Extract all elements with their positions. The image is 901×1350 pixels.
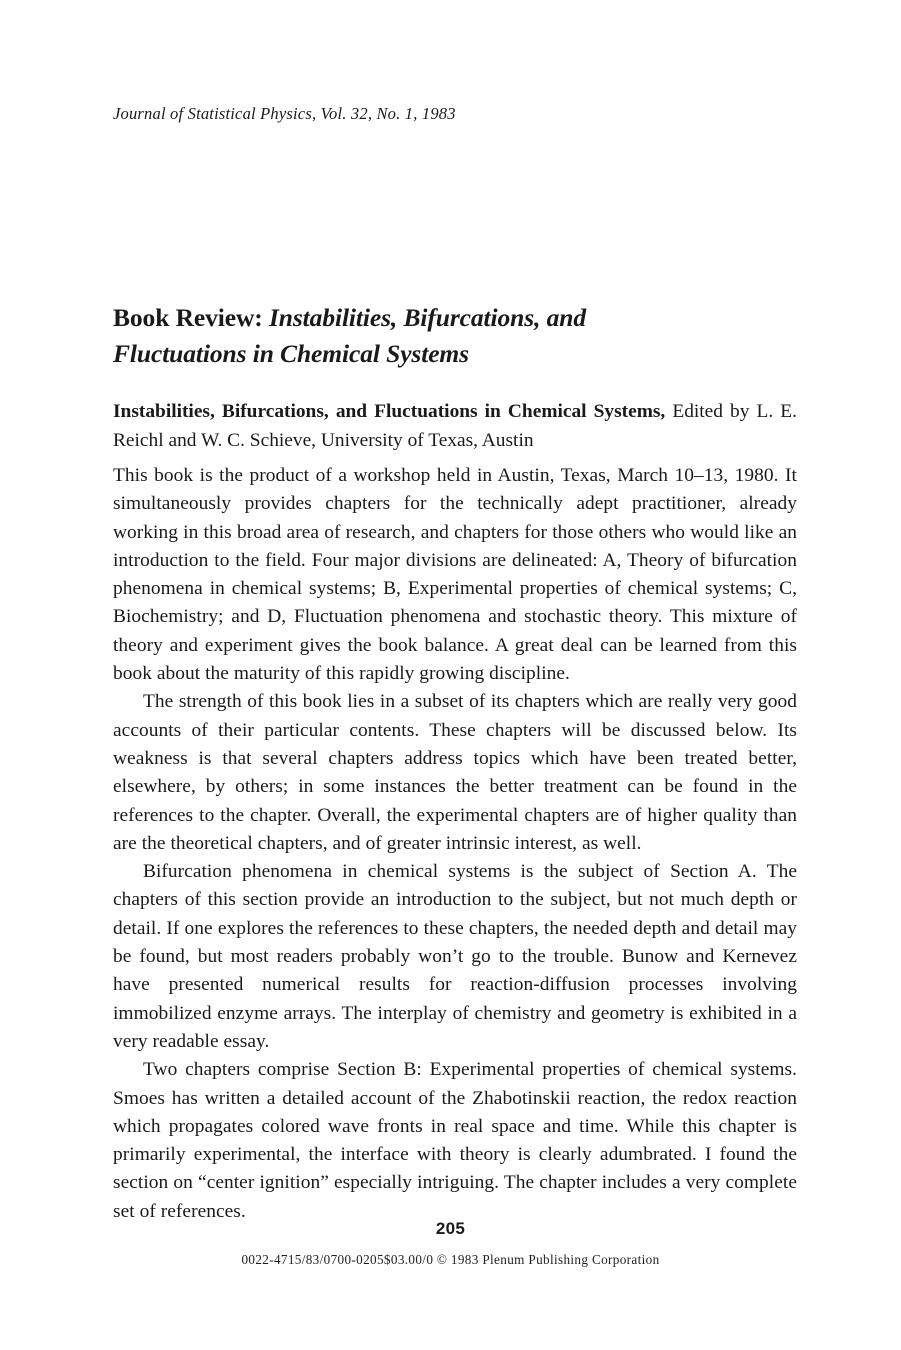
credit-editors: Edited by L. E. Reichl and W. C. Schieve, University of Texas, Austin <box>113 401 797 451</box>
credit-book-name: Instabilities, Bifurcations, and Fluctuations in Chemical Systems, <box>113 401 666 422</box>
running-head: Journal of Statistical Physics, Vol. 32, No. 1, 1983 <box>113 104 456 123</box>
page-number: 205 <box>435 1219 466 1238</box>
bibliographic-credit <box>113 398 797 455</box>
paragraph-2: The strength of this book lies in a subset of its chapters which are really very good accounts of their particular contents. These chapters will be discussed below. Its weakness is that several chapters address topics which have been treated better, elsewhere, by others; in some instances the better treatment can be found in the references to the chapter. Overall, the experimental chapters are of higher quality than are the theoretical chapters, and of greater intrinsic interest, as well. <box>113 691 797 854</box>
article-title <box>113 300 803 372</box>
copyright-line: 0022-4715/83/0700-0205$03.00/0 © 1983 Plenum Publishing Corporation <box>241 1252 660 1267</box>
paragraph-3: Bifurcation phenomena in chemical systems is the subject of Section A. The chapters of this section provide an introduction to the subject, but not much depth or detail. If one explores the references to these chapters, the needed depth and detail may be found, but most readers probably won’t go to the trouble. Bunow and Kernevez have presented numerical results for reaction-diffusion processes involving immobilized enzyme arrays. The interplay of chemistry and geometry is exhibited in a very readable essay. <box>113 861 797 1052</box>
paragraph-4: Two chapters comprise Section B: Experimental properties of chemical systems. Smoes has written a detailed account of the Zhabotinskii reaction, the redox reaction which propagates colored wave fronts in real space and time. While this chapter is primarily experimental, the interface with theory is clearly adumbrated. I found the section on “center ignition” especially intriguing. The chapter includes a very complete set of references. <box>113 1059 797 1222</box>
book-title-line-2: Fluctuations in Chemical Systems <box>113 339 469 368</box>
review-body <box>113 462 797 1226</box>
title-prefix: Book Review: <box>113 303 263 332</box>
paragraph-1: This book is the product of a workshop held in Austin, Texas, March 10–13, 1980. It simultaneously provides chapters for the technically adept practitioner, already working in this broad area of research, and chapters for those others who would like an introduction to the field. Four major divisions are delineated: A, Theory of bifurcation phenomena in chemical systems; B, Experimental properties of chemical systems; C, Biochemistry; and D, Fluctuation phenomena and stochastic theory. This mixture of theory and experiment gives the book balance. A great deal can be learned from this book about the maturity of this rapidly growing discipline. <box>113 465 797 685</box>
book-title-line-1: Instabilities, Bifurcations, and <box>268 303 586 332</box>
